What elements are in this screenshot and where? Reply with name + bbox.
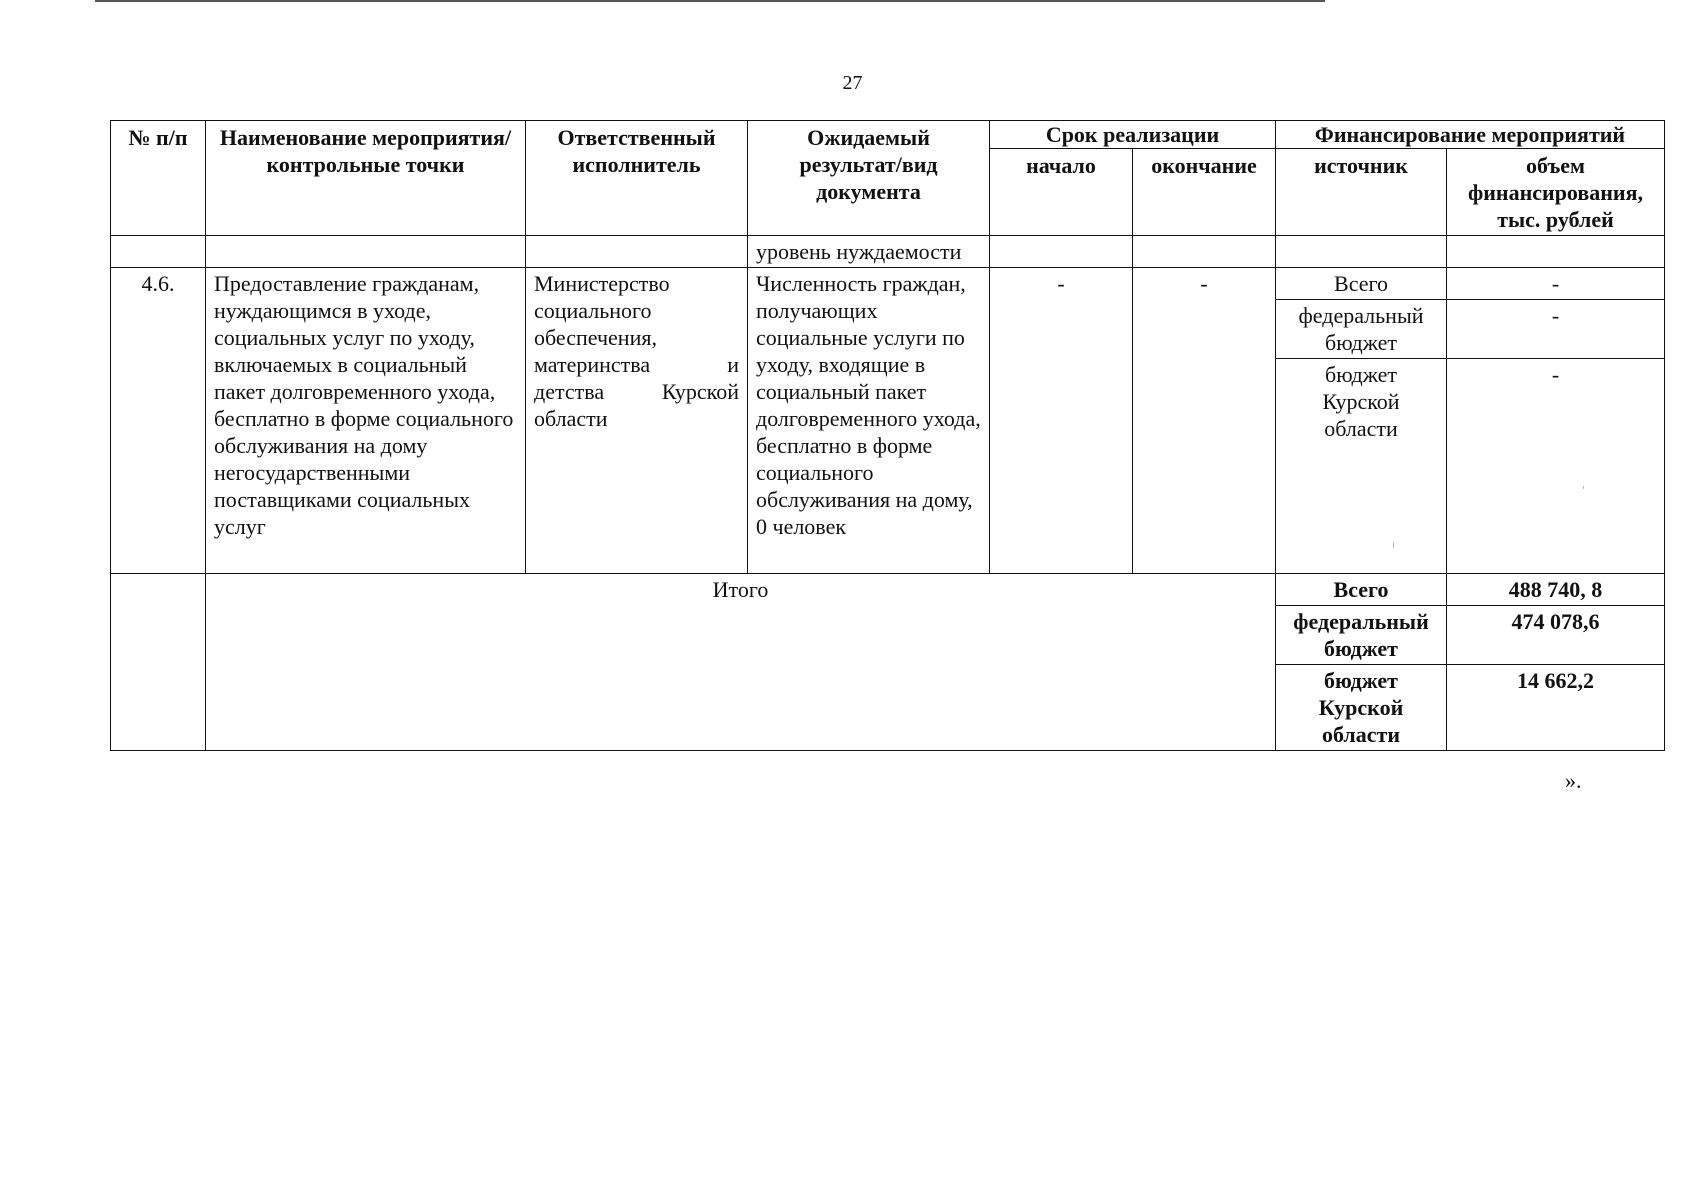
- row-responsible-line2: материнства и детства Курской: [534, 352, 739, 404]
- row-responsible-line1: Министерство социального обеспечения,: [534, 271, 670, 350]
- cont-start: [990, 236, 1133, 268]
- row-end: -: [1133, 268, 1276, 574]
- activities-table: [110, 120, 1665, 751]
- cont-amount: [1447, 236, 1665, 268]
- row-amount-total: -: [1447, 268, 1665, 300]
- header-row-1: [111, 121, 1665, 149]
- cont-result: уровень нуждаемости: [748, 236, 990, 268]
- header-financing: Финансирование мероприятий: [1276, 121, 1665, 149]
- row-name: Предоставление гражданам, нуждающимся в уходе, социальных услуг по уходу, включаемых в социальный пакет долговременного ухода, бесплатно в форме социального обслуживания на дому негосударственными поставщиками социальных услуг: [206, 268, 526, 574]
- total-amount-regional: 14 662,2: [1447, 665, 1665, 751]
- header-name: Наименование мероприятия/контрольные точки: [206, 121, 526, 236]
- header-amount: объем финансирования, тыс. рублей: [1447, 149, 1665, 236]
- total-source-federal: федеральный бюджет: [1276, 606, 1447, 665]
- scan-speck: [1393, 542, 1394, 548]
- row-num: 4.6.: [111, 268, 206, 574]
- total-source-total: Всего: [1276, 574, 1447, 606]
- row-result: Численность граждан, получающих социальные услуги по уходу, входящие в социальный пакет долговременного ухода, бесплатно в форме социального обслуживания на дому, 0 человек: [748, 268, 990, 574]
- scan-speck: [1583, 486, 1584, 489]
- row-source-total: Всего: [1276, 268, 1447, 300]
- row-source-regional: бюджет Курской области: [1276, 359, 1447, 574]
- header-period-start: начало: [990, 149, 1133, 236]
- cont-source: [1276, 236, 1447, 268]
- row-amount-regional: -: [1447, 359, 1665, 574]
- row-responsible-line3: области: [534, 406, 608, 431]
- header-num: № п/п: [111, 121, 206, 236]
- total-label: Итого: [206, 574, 1276, 751]
- row-start: -: [990, 268, 1133, 574]
- total-num: [111, 574, 206, 751]
- row-source-federal: федеральный бюджет: [1276, 300, 1447, 359]
- header-period: Срок реализации: [990, 121, 1276, 149]
- cont-responsible: [526, 236, 748, 268]
- closing-quote-mark: ».: [1565, 768, 1582, 793]
- total-amount-total: 488 740, 8: [1447, 574, 1665, 606]
- header-period-end: окончание: [1133, 149, 1276, 236]
- total-row: [111, 574, 1665, 606]
- header-result: Ожидаемый результат/вид документа: [748, 121, 990, 236]
- row-responsible: [526, 268, 748, 574]
- cont-num: [111, 236, 206, 268]
- row-4-6: [111, 268, 1665, 300]
- continuation-row: [111, 236, 1665, 268]
- cont-end: [1133, 236, 1276, 268]
- header-source: источник: [1276, 149, 1447, 236]
- row-amount-federal: -: [1447, 300, 1665, 359]
- page-number: 27: [842, 72, 863, 94]
- scan-top-border: [95, 0, 1325, 2]
- cont-name: [206, 236, 526, 268]
- total-amount-federal: 474 078,6: [1447, 606, 1665, 665]
- header-responsible: Ответственный исполнитель: [526, 121, 748, 236]
- total-source-regional: бюджет Курской области: [1276, 665, 1447, 751]
